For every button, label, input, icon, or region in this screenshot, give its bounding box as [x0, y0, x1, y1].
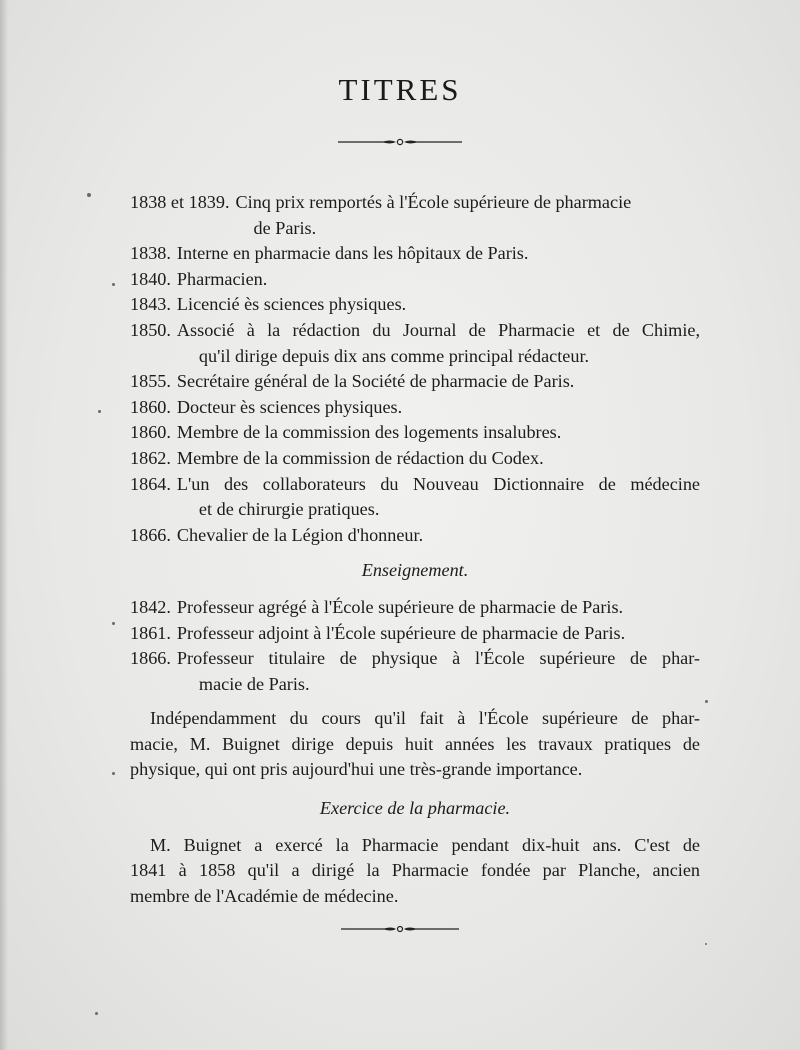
- speck: [112, 283, 115, 286]
- entry-year: 1866.: [130, 648, 171, 669]
- page-edge-shadow: [0, 0, 8, 1050]
- entry-text: Docteur ès sciences physiques.: [176, 396, 403, 417]
- list-item: [130, 472, 700, 523]
- section-heading-enseignement: Enseignement.: [361, 560, 469, 581]
- paragraph-line: macie, M. Buignet dirige depuis huit années les travaux pratiques de: [130, 733, 700, 754]
- exercice-paragraph: [130, 833, 700, 910]
- paragraph-line: membre de l'Académie de médecine.: [130, 885, 399, 906]
- entry-text: Membre de la commission des logements insalubres.: [176, 422, 562, 443]
- entry-text: Pharmacien.: [176, 268, 268, 289]
- list-item: [130, 646, 700, 697]
- speck: [112, 622, 115, 625]
- entry-year: 1850.: [130, 319, 171, 340]
- entry-year: 1855.: [130, 371, 171, 392]
- ornament-rule-icon: [338, 136, 462, 148]
- entry-text: L'un des collaborateurs du Nouveau Dictionnaire de médecine: [176, 473, 700, 494]
- entry-year: 1843.: [130, 294, 171, 315]
- paragraph-line: M. Buignet a exercé la Pharmacie pendant dix-huit ans. C'est de: [150, 834, 700, 855]
- entry-year: 1860.: [130, 396, 171, 417]
- paragraph-line: 1841 à 1858 qu'il a dirigé la Pharmacie fondée par Planche, ancien: [130, 860, 700, 881]
- titles-list: [130, 190, 700, 909]
- entry-year: 1861.: [130, 622, 171, 643]
- entry-text: Professeur adjoint à l'École supérieure de pharmacie de Paris.: [176, 622, 626, 643]
- entry-text: Interne en pharmacie dans les hôpitaux de Paris.: [176, 243, 529, 264]
- entry-text: Licencié ès sciences physiques.: [176, 294, 407, 315]
- ornament-rule-icon: [341, 923, 459, 935]
- speck: [95, 1012, 98, 1015]
- list-item: [130, 241, 700, 267]
- list-item: [130, 446, 700, 472]
- entry-year: 1864.: [130, 473, 171, 494]
- paragraph-line: physique, qui ont pris aujourd'hui une très-grande importance.: [130, 759, 583, 780]
- list-item: [130, 292, 700, 318]
- list-item: [130, 420, 700, 446]
- entry-year: 1842.: [130, 596, 171, 617]
- speck: [705, 943, 707, 945]
- page-title: TITRES: [338, 72, 462, 107]
- entry-year: 1866.: [130, 524, 171, 545]
- entry-text: Professeur titulaire de physique à l'École supérieure de phar-: [176, 648, 700, 669]
- entry-year: 1840.: [130, 268, 171, 289]
- entry-text-continuation: macie de Paris.: [198, 673, 310, 694]
- list-item: [130, 595, 700, 621]
- list-item: [130, 369, 700, 395]
- entry-text-continuation: et de chirurgie pratiques.: [198, 499, 380, 520]
- list-item: [130, 395, 700, 421]
- list-item: [130, 523, 700, 549]
- entry-text: Chevalier de la Légion d'honneur.: [176, 524, 424, 545]
- entry-year: 1838 et 1839.: [130, 192, 230, 212]
- entry-text-continuation: de Paris.: [253, 217, 317, 238]
- entry-text: Membre de la commission de rédaction du Codex.: [176, 447, 544, 468]
- entry-text: Associé à la rédaction du Journal de Pharmacie et de Chimie,: [176, 319, 700, 340]
- speck: [98, 410, 101, 413]
- speck: [87, 193, 91, 197]
- list-item: [130, 621, 700, 647]
- entry-year: 1838.: [130, 243, 171, 264]
- entry-text-continuation: qu'il dirige depuis dix ans comme principal rédacteur.: [198, 345, 590, 366]
- list-item: [130, 190, 700, 241]
- list-item: [130, 267, 700, 293]
- entry-text: Professeur agrégé à l'École supérieure de pharmacie de Paris.: [176, 596, 624, 617]
- list-item: [130, 318, 700, 369]
- paragraph-line: Indépendamment du cours qu'il fait à l'École supérieure de phar-: [150, 708, 700, 729]
- section-heading-exercice: Exercice de la pharmacie.: [319, 798, 511, 819]
- entry-year: 1860.: [130, 422, 171, 443]
- entry-text: Cinq prix remportés à l'École supérieure de pharmacie: [235, 192, 632, 212]
- entry-year: 1862.: [130, 447, 171, 468]
- entry-text: Secrétaire général de la Société de pharmacie de Paris.: [176, 371, 575, 392]
- speck: [705, 700, 708, 703]
- enseignement-paragraph: [130, 706, 700, 783]
- speck: [112, 772, 115, 775]
